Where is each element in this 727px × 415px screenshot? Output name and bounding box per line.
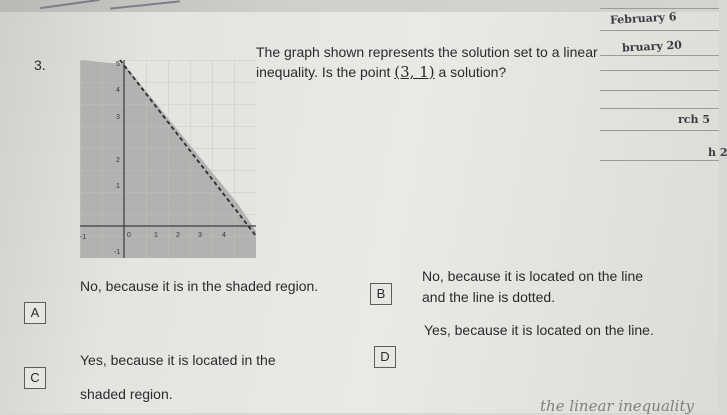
choice-b-box[interactable] [370,283,392,305]
choice-c-box[interactable] [24,367,46,389]
choice-d-box[interactable] [374,346,396,368]
choice-a-letter: A [30,305,40,320]
question-line-2-start: inequality. Is the point [256,64,391,80]
calendar-entry: bruary 20 [621,38,683,55]
x-tick: 0 [127,232,131,239]
question-text [256,42,598,82]
choice-b-line-2: and the line is dotted. [422,289,556,305]
background-calendar [600,0,727,170]
calendar-entry: rch 5 [678,113,710,126]
question-line-2-end: a solution? [438,64,507,80]
choice-d-line-1: Yes, because it is located on the line. [424,322,654,338]
choice-a-box[interactable] [24,302,46,324]
y-tick: 1 [116,183,120,190]
graph-grid [80,60,256,258]
question-number: 3. [34,57,46,73]
y-tick: 4 [116,87,120,94]
choice-c-line-2: shaded region. [80,386,173,402]
choice-b-letter: B [376,286,386,301]
choice-c-letter: C [30,370,40,385]
y-tick: 2 [116,157,120,164]
choice-a-line-1: No, because it is in the shaded region. [80,278,319,294]
choice-c-text[interactable] [80,343,276,411]
choice-a-text[interactable] [80,277,318,295]
x-tick: 2 [176,232,180,239]
x-tick: 1 [154,232,158,239]
y-tick: -1 [114,249,121,256]
x-tick: 4 [222,232,226,239]
choice-d-letter: D [380,349,390,364]
choice-c-line-1: Yes, because it is located in the [80,352,276,368]
choice-d-text[interactable] [424,321,654,339]
x-tick: 3 [198,232,202,239]
coordinate-graph [72,54,262,264]
calendar-entry: h 2 [708,146,727,159]
calendar-entry: February 6 [609,10,677,27]
question-line-1: The graph shown represents the solution set to a linear [256,44,598,60]
choice-b-line-1: No, because it is located on the line [422,268,644,284]
footer-text: the linear inequality [540,397,694,415]
x-tick: -1 [80,234,87,241]
choice-b-text[interactable] [422,266,643,308]
y-tick: 5 [116,61,120,68]
question-point: (3, 1) [394,63,435,81]
y-tick: 3 [116,114,120,121]
question-line-2 [256,62,598,82]
